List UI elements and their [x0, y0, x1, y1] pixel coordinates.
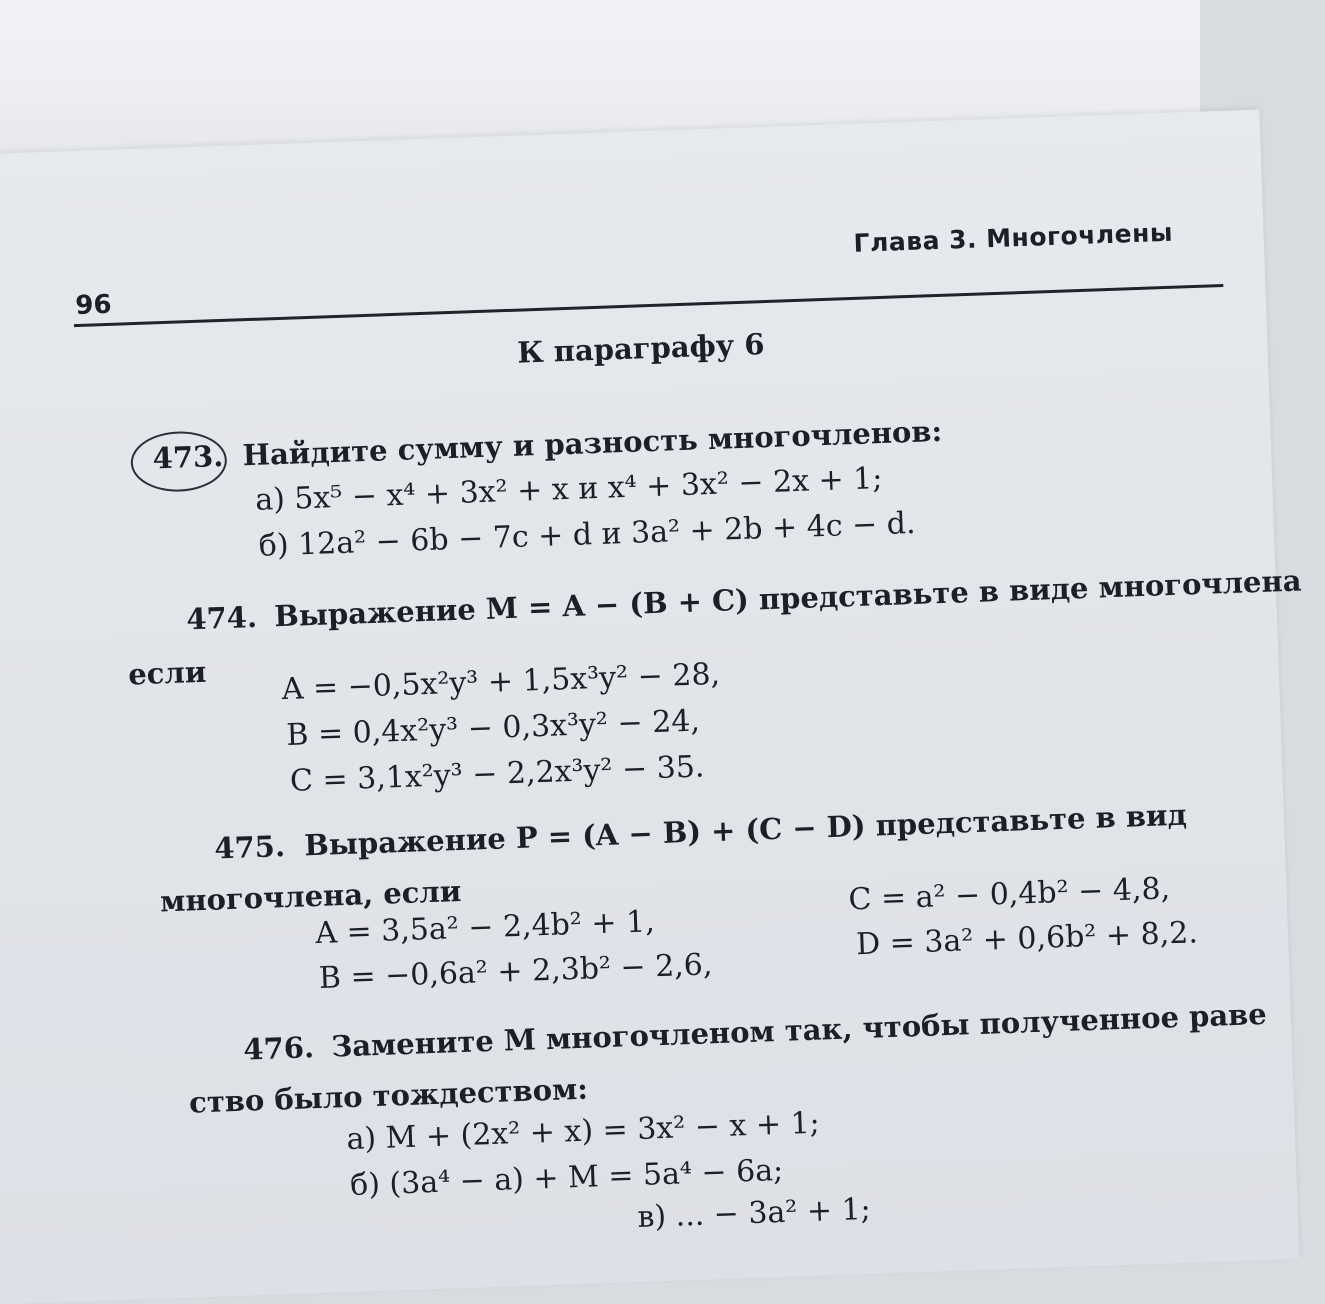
problem-476-b: б) (3a⁴ − a) + M = 5a⁴ − 6a;	[349, 1152, 784, 1203]
problem-475-title: Выражение P = (A − B) + (C − D) представьте в вид	[303, 797, 1188, 863]
problem-476-number: 476.	[242, 1030, 315, 1067]
problem-474-cont: если	[127, 654, 207, 692]
problem-476-title: Замените M многочленом так, чтобы полученное раве	[330, 996, 1268, 1064]
problem-476-c-partial: в) ... − 3a² + 1;	[636, 1191, 872, 1235]
problem-475-cont: многочлена, если	[159, 873, 462, 919]
problem-473-b: б) 12a² − 6b − 7c + d и 3a² + 2b + 4c − d.	[258, 505, 917, 564]
problem-474-number: 474.	[185, 599, 258, 637]
problem-473-title: Найдите сумму и разность многочленов:	[242, 413, 943, 473]
section-title: К параграфу 6	[516, 327, 766, 370]
problem-476-a: а) M + (2x² + x) = 3x² − x + 1;	[345, 1105, 821, 1158]
problem-476-cont: ство было тождеством:	[188, 1071, 589, 1120]
problem-474-title: Выражение M = A − (B + C) представьте в виде многочлена	[273, 563, 1302, 634]
problem-474-C: C = 3,1x²y³ − 2,2x³y² − 35.	[289, 749, 705, 799]
textbook-page	[0, 110, 1302, 1304]
header-rule	[74, 284, 1223, 327]
problem-475-C: C = a² − 0,4b² − 4,8,	[847, 871, 1171, 918]
problem-474-B: B = 0,4x²y³ − 0,3x³y² − 24,	[285, 703, 701, 753]
problem-475-D: D = 3a² + 0,6b² + 8,2.	[855, 915, 1199, 963]
problem-473-number: 473.	[152, 439, 224, 476]
problem-473-a: а) 5x⁵ − x⁴ + 3x² + x и x⁴ + 3x² − 2x + 1;	[254, 461, 884, 518]
chapter-title: Глава 3. Многочлены	[853, 217, 1174, 258]
problem-475-B: B = −0,6a² + 2,3b² − 2,6,	[318, 947, 713, 996]
problem-475-number: 475.	[213, 829, 286, 866]
problem-475-A: A = 3,5a² − 2,4b² + 1,	[314, 904, 656, 952]
page-number: 96	[74, 289, 113, 322]
problem-474-A: A = −0,5x²y³ + 1,5x³y² − 28,	[281, 656, 721, 708]
